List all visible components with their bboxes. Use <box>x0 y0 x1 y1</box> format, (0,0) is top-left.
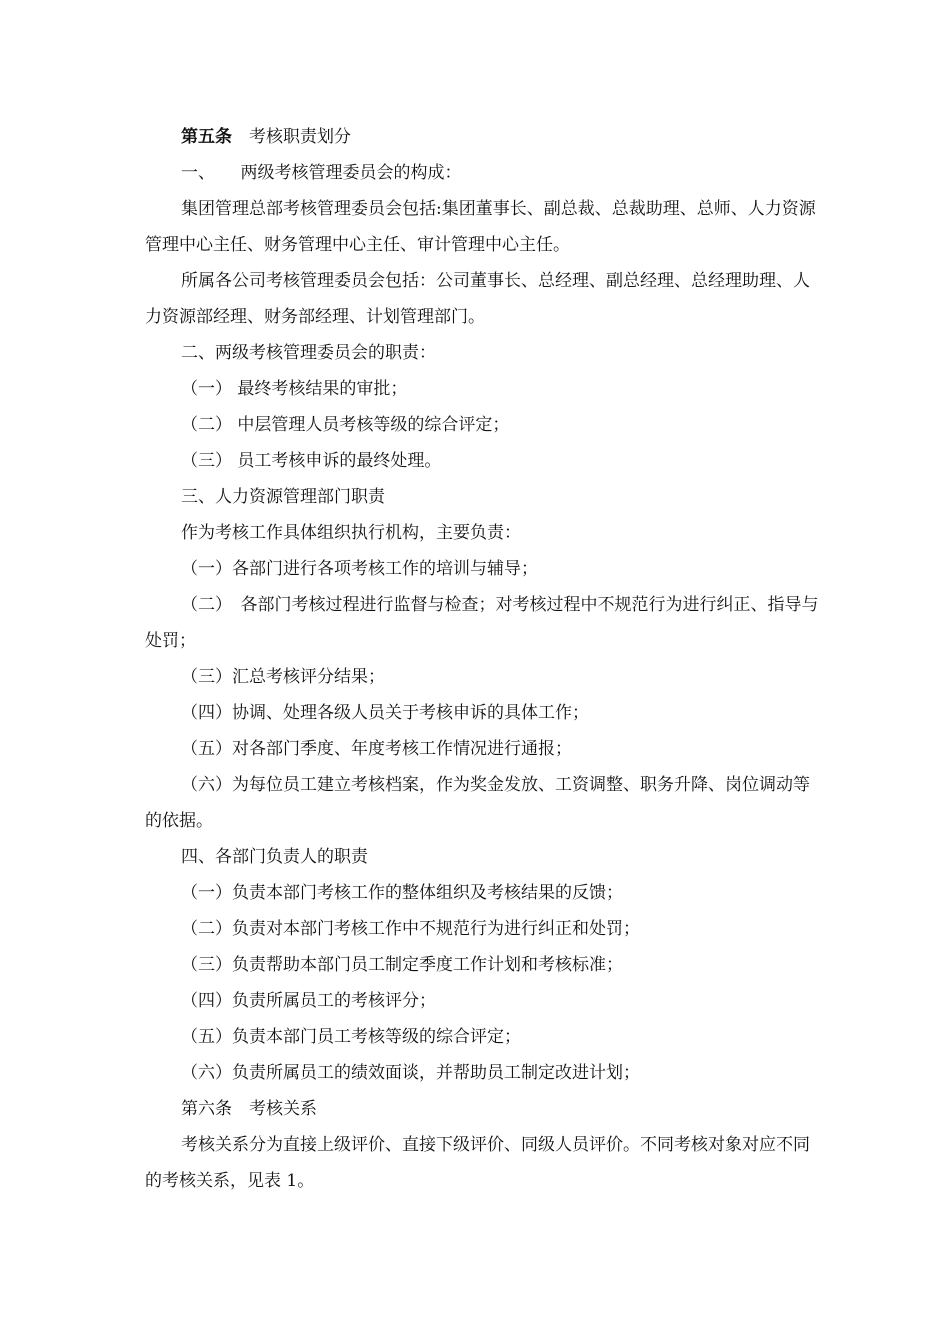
article-5-label: 第五条 <box>181 127 232 147</box>
section-3-item-1: （一）各部门进行各项考核工作的培训与辅导； <box>181 559 538 579</box>
section-4-item-5: （五）负责本部门员工考核等级的综合评定； <box>181 1027 521 1047</box>
section-4-item-2: （二）负责对本部门考核工作中不规范行为进行纠正和处罚； <box>181 919 640 939</box>
section-4-item-1: （一）负责本部门考核工作的整体组织及考核结果的反馈； <box>181 883 623 903</box>
section-2-title: 二、两级考核管理委员会的职责： <box>181 343 436 363</box>
section-2-item-1: （一） 最终考核结果的审批； <box>181 379 408 399</box>
section-3-item-5: （五）对各部门季度、年度考核工作情况进行通报； <box>181 739 572 759</box>
article-5-heading <box>145 119 822 155</box>
section-3-item-6: （六）为每位员工建立考核档案，作为奖金发放、工资调整、职务升降、岗位调动等的依据。 <box>145 775 810 831</box>
article-6-heading: 第六条 考核关系 <box>181 1099 317 1119</box>
article-5-title: 考核职责划分 <box>232 127 351 147</box>
section-4-item-6: （六）负责所属员工的绩效面谈，并帮助员工制定改进计划； <box>181 1063 640 1083</box>
article-6-paragraph-1: 考核关系分为直接上级评价、直接下级评价、同级人员评价。不同考核对象对应不同的考核关系，见表 1。 <box>145 1135 810 1191</box>
section-4-item-3: （三）负责帮助本部门员工制定季度工作计划和考核标准； <box>181 955 623 975</box>
section-4-title: 四、各部门负责人的职责 <box>181 847 368 867</box>
section-3-item-2: （二） 各部门考核过程进行监督与检查；对考核过程中不规范行为进行纠正、指导与处罚； <box>145 595 819 651</box>
section-1-paragraph-1: 集团管理总部考核管理委员会包括:集团董事长、副总裁、总裁助理、总师、人力资源管理中心主任、财务管理中心主任、审计管理中心主任。 <box>145 199 816 255</box>
section-4-item-4: （四）负责所属员工的考核评分； <box>181 991 436 1011</box>
section-2-item-3: （三） 员工考核申诉的最终处理。 <box>181 451 442 471</box>
section-3-intro: 作为考核工作具体组织执行机构，主要负责： <box>181 523 521 543</box>
section-3-title: 三、人力资源管理部门职责 <box>181 487 385 507</box>
section-3-item-4: （四）协调、处理各级人员关于考核申诉的具体工作； <box>181 703 589 723</box>
section-1-paragraph-2: 所属各公司考核管理委员会包括：公司董事长、总经理、副总经理、总经理助理、人力资源部经理、财务部经理、计划管理部门。 <box>145 271 810 327</box>
section-2-item-2: （二） 中层管理人员考核等级的综合评定； <box>181 415 510 435</box>
section-3-item-3: （三）汇总考核评分结果； <box>181 667 385 687</box>
section-1-title: 一、 两级考核管理委员会的构成： <box>181 163 462 183</box>
